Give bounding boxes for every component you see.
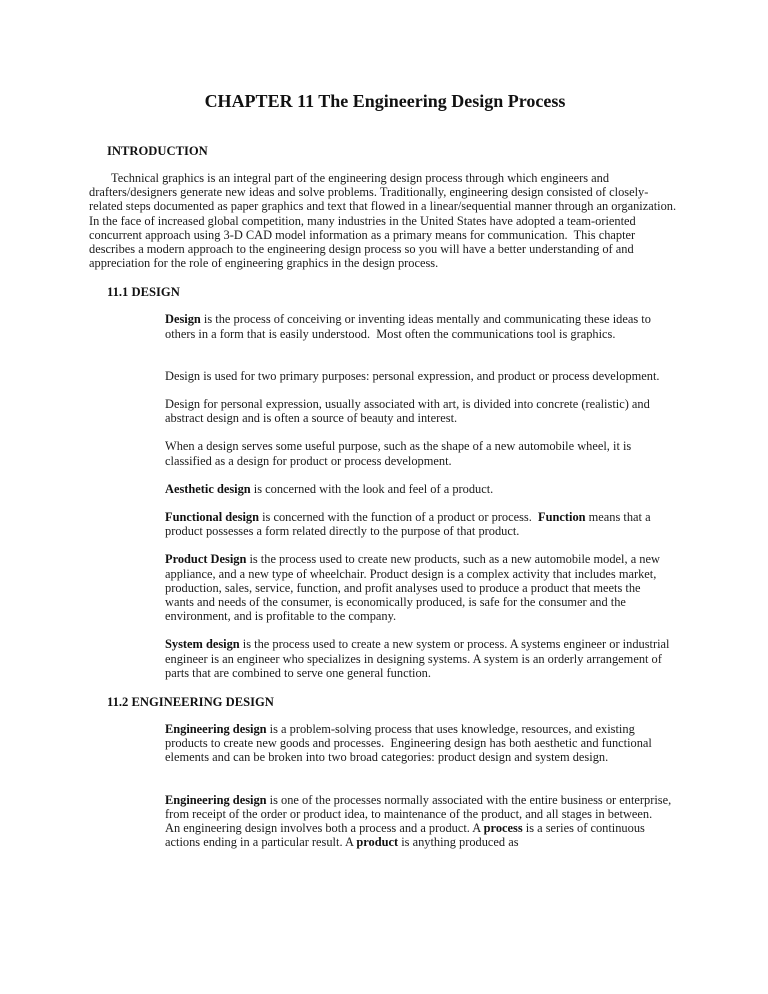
heading-section-11-2-engineering-design: 11.2 ENGINEERING DESIGN — [107, 695, 274, 710]
document-body — [89, 144, 681, 850]
paragraph — [165, 510, 672, 538]
bold-text-run: Design — [165, 312, 201, 327]
text-run: is concerned with the function of a product or process. — [258, 510, 539, 525]
paragraph — [165, 722, 672, 765]
bold-text-run: Functional design — [165, 510, 259, 525]
text-run: is a series of continuous actions ending in a particular result. A — [165, 821, 648, 850]
bold-text-run: process — [483, 821, 523, 836]
bold-text-run: product — [356, 835, 399, 850]
text-run: is a problem-solving process that uses knowledge, resources, and existing products to create new goods and processes. Engineering design has both aesthetic and functional elements and can be broken into two broad categories: product design and system design. — [165, 722, 655, 765]
heading-introduction: INTRODUCTION — [107, 144, 208, 158]
bold-text-run: Engineering design — [165, 792, 267, 807]
bold-text-run: Aesthetic design — [165, 481, 251, 496]
paragraph — [165, 637, 672, 680]
heading-section-11-1-design: 11.1 DESIGN — [107, 285, 180, 300]
text-run: is the process of conceiving or inventing ideas mentally and communicating these ideas to others in a form that is easily understood. Most often the communications tool is graphics. — [165, 312, 654, 341]
text-run: Technical graphics is an integral part of the engineering design process through which engineers and drafters/designers generate new ideas and solve problems. Traditionally, engineering design consisted of closely-related steps documented as paper graphics and text that flowed in a linear/sequential manner through an organization. In the face of increased global competition, many industries in the United States have adopted a team-oriented concurrent approach using 3-D CAD model information as a primary means for communication. This chapter describes a modern approach to the engineering design process so you will have a better understanding of and appreciation for the role of engineering graphics in the design process. — [89, 171, 680, 271]
text-run: Design for personal expression, usually associated with art, is divided into concrete (realistic) and abstract design and is often a source of beauty and interest. — [165, 397, 653, 426]
text-run: is one of the processes normally associated with the entire business or enterprise, from receipt of the order or product idea, to maintenance of the product, and all stages in between. An engineering design involves both a process and a product. A — [165, 792, 675, 836]
paragraph — [165, 312, 672, 340]
text-run: means that a product possesses a form related directly to the purpose of that product. — [165, 510, 654, 539]
paragraph — [165, 552, 672, 623]
text-run: When a design serves some useful purpose, such as the shape of a new automobile wheel, it is classified as a design for product or process development. — [165, 439, 635, 468]
bold-text-run: Function — [538, 510, 586, 525]
text-run: is the process used to create a new system or process. A systems engineer or industrial engineer is an engineer who specializes in designing systems. A system is an orderly arrangement of parts that are combined to serve one general function. — [165, 637, 673, 680]
bold-text-run: System design — [165, 637, 240, 652]
page-title: CHAPTER 11 The Engineering Design Process — [204, 91, 566, 111]
paragraph — [165, 369, 672, 383]
paragraph — [165, 792, 675, 850]
paragraph — [165, 482, 672, 496]
bold-text-run: Engineering design — [165, 722, 267, 737]
paragraph — [165, 439, 672, 467]
text-run: is concerned with the look and feel of a product. — [250, 481, 494, 496]
text-run: is anything produced as — [398, 835, 519, 850]
paragraph — [165, 397, 672, 425]
paragraph — [89, 171, 679, 270]
bold-text-run: Product Design — [165, 552, 247, 567]
text-run: is the process used to create new products, such as a new automobile model, a new appliance, and a new type of wheelchair. Product design is a complex activity that includes market, production, sales, service, function, and profit analyses used to produce a product that meets the wants and needs of the consumer, is economically produced, is safe for the consumer and the environment, and is profitable to the company. — [165, 552, 664, 624]
text-run: Design is used for two primary purposes: personal expression, and product or process development. — [165, 368, 660, 383]
document-content — [89, 90, 681, 864]
